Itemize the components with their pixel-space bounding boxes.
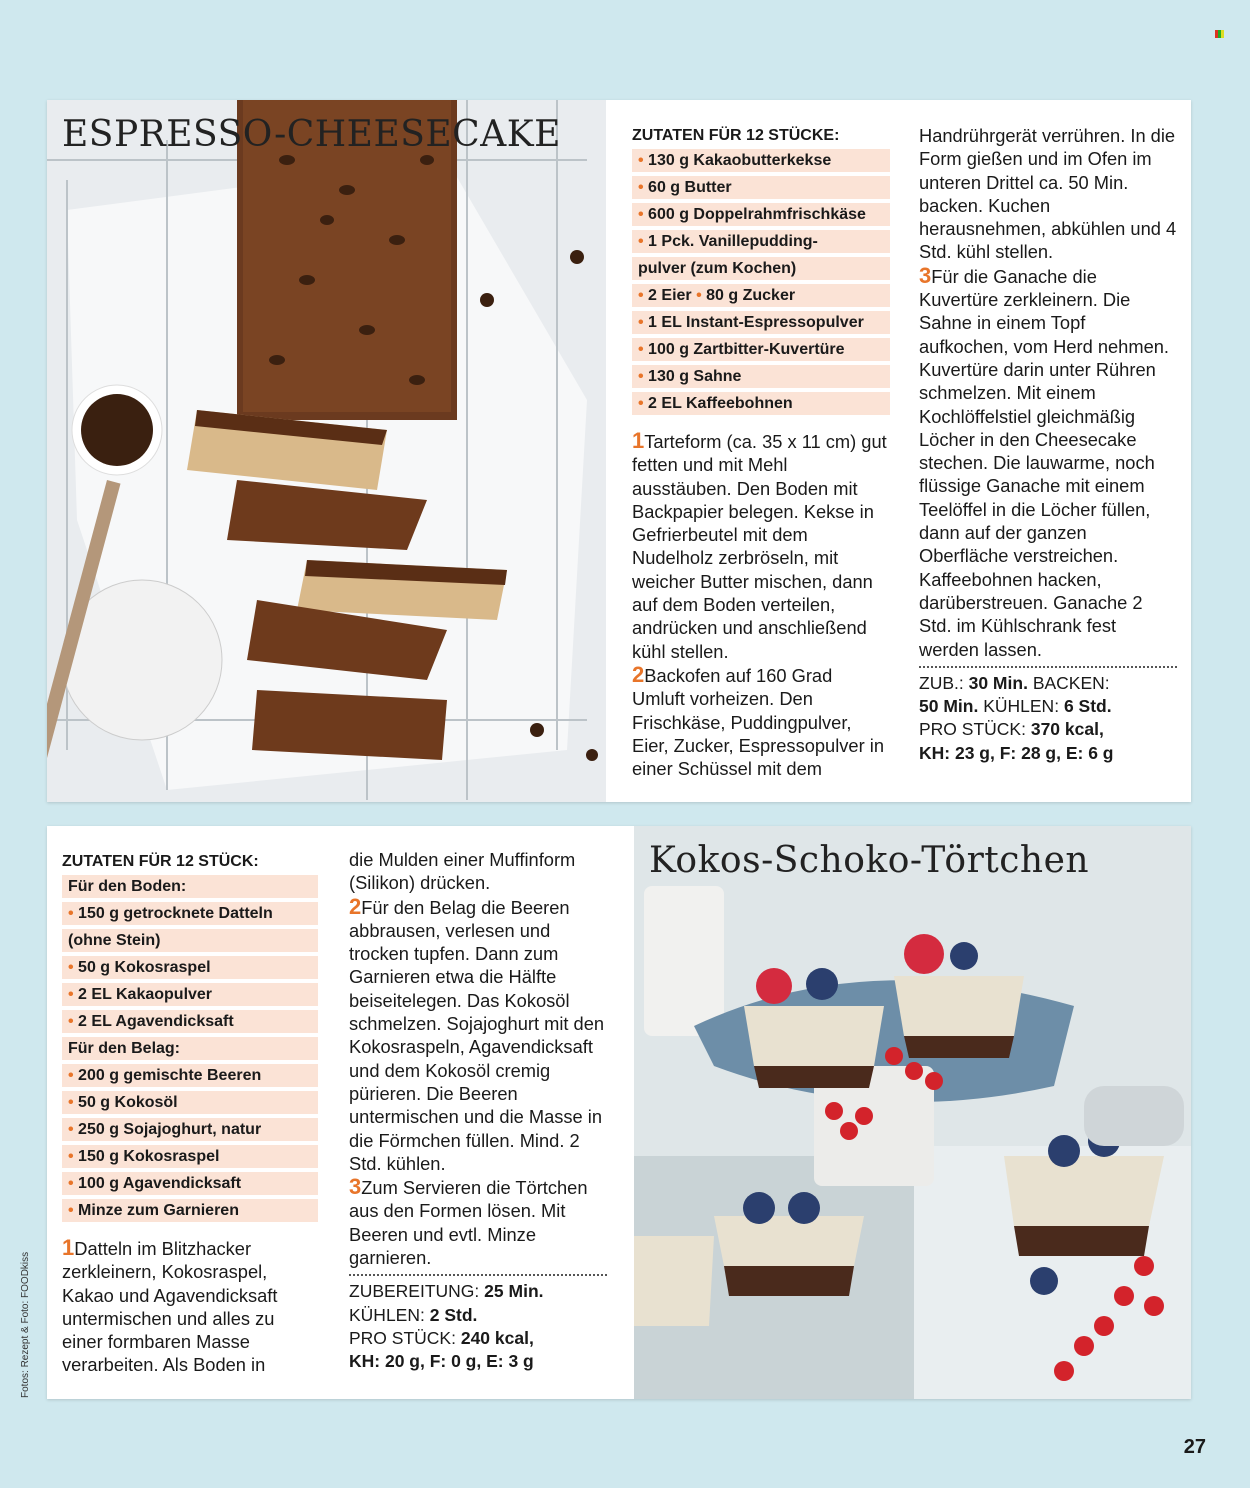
ingredient-item: • 60 g Butter	[632, 176, 890, 199]
ingredient-item: • 150 g Kokosraspel	[62, 1145, 318, 1168]
ingredient-item: • 2 EL Kaffeebohnen	[632, 392, 890, 415]
instruction-step: 1Datteln im Blitzhacker zerkleinern, Kokosraspel, Kakao und Agavendicksaft untermischen und alles zu einer formbaren Masse verarbeiten. Als Boden in	[62, 1235, 278, 1376]
ingredient-item: • 1 Pck. Vanillepudding-	[632, 230, 890, 253]
recipe-card-kokos-schoko-toertchen	[47, 826, 1191, 1399]
instructions-column	[349, 848, 607, 1374]
ingredient-item: • 600 g Doppelrahmfrischkäse	[632, 203, 890, 226]
page-number: 27	[1183, 1436, 1206, 1458]
recipe-title: Kokos-Schoko-Törtchen	[649, 840, 1090, 881]
recipe-title: ESPRESSO-CHEESECAKE	[62, 114, 561, 155]
instruction-step: 2Backofen auf 160 Grad Umluft vorheizen. Den Frischkäse, Puddingpulver, Eier, Zucker, Espressopulver in einer Schüssel mit dem	[632, 661, 884, 780]
ingredient-item: (ohne Stein)	[62, 929, 318, 952]
instruction-step: Handrührgerät verrühren. In die Form gießen und im Ofen im unteren Drittel ca. 50 Min. backen. Kuchen herausnehmen, abkühlen und 4 Std. kühl stellen.	[919, 125, 1177, 263]
instruction-step: 2Für den Belag die Beeren abbrausen, verlesen und trocken tupfen. Dann zum Garnieren etwa die Hälfte beiseitelegen. Das Kokosöl schmelzen. Sojajoghurt mit den Kokosraspeln, Agavendicksaft und dem Kokosöl cremig pürieren. Die Beeren untermischen und die Masse in die Förmchen füllen. Mind. 2 Std. kühlen.	[349, 893, 605, 1174]
ingredient-item: • 130 g Sahne	[632, 365, 890, 388]
toertchen-photo	[634, 826, 1191, 1399]
ingredient-item: • Minze zum Garnieren	[62, 1199, 318, 1222]
ingredient-item: • 150 g getrocknete Datteln	[62, 902, 318, 925]
recipe-info: ZUBEREITUNG: 25 Min. KÜHLEN: 2 Std. PRO STÜCK: 240 kcal, KH: 20 g, F: 0 g, E: 3 g	[349, 1281, 544, 1372]
ingredients-heading: ZUTATEN FÜR 12 STÜCK:	[62, 853, 259, 870]
recipe-info: ZUB.: 30 Min. BACKEN: 50 Min. KÜHLEN: 6 Std. PRO STÜCK: 370 kcal, KH: 23 g, F: 28 g, E: 6 g	[919, 672, 1114, 763]
recipe-card-espresso-cheesecake	[47, 100, 1191, 802]
photo-credit: Fotos: Rezept & Foto: FOODkiss	[20, 1251, 31, 1398]
instructions-column	[919, 124, 1177, 765]
ingredient-item: • 2 EL Kakaopulver	[62, 983, 318, 1006]
instruction-step: 3Für die Ganache die Kuvertüre zerkleinern. Die Sahne in einem Topf aufkochen, vom Herd nehmen. Kuvertüre darin unter Rühren schmelzen. Mit einem Kochlöffelstiel gleichmäßig Löcher in den Cheesecake stechen. Die lauwarme, noch flüssige Ganache mit einem Teelöffel in die Löcher füllen, dann auf der ganzen Oberfläche verstreichen. Kaffeebohnen hacken, darüberstreuen. Ganache 2 Std. im Kühlschrank fest werden lassen.	[919, 262, 1169, 660]
ingredient-item: • 100 g Agavendicksaft	[62, 1172, 318, 1195]
instruction-step: 1Tarteform (ca. 35 x 11 cm) gut fetten und mit Mehl ausstäuben. Den Boden mit Backpapier belegen. Kekse in Gefrierbeutel mit dem Nudelholz zerbröseln, mit weicher Butter mischen, dann auf dem Boden verteilen, andrücken und anschließend kühl stellen.	[632, 428, 887, 662]
ingredient-item: • 100 g Zartbitter-Kuvertüre	[632, 338, 890, 361]
instruction-step: die Mulden einer Muffinform (Silikon) drücken.	[349, 849, 576, 894]
ingredient-item: • 50 g Kokosraspel	[62, 956, 318, 979]
ingredients-column	[62, 848, 318, 1377]
ingredient-item: • 2 EL Agavendicksaft	[62, 1010, 318, 1033]
divider	[919, 666, 1177, 668]
ingredient-item: • 250 g Sojajoghurt, natur	[62, 1118, 318, 1141]
ingredient-subheading: Für den Belag:	[62, 1037, 318, 1060]
ingredient-item: • 2 Eier • 80 g Zucker	[632, 284, 890, 307]
ingredients-heading: ZUTATEN FÜR 12 STÜCKE:	[632, 127, 840, 144]
ingredients-column	[632, 122, 890, 780]
ingredient-item: pulver (zum Kochen)	[632, 257, 890, 280]
ingredient-item: • 200 g gemischte Beeren	[62, 1064, 318, 1087]
ingredient-subheading: Für den Boden:	[62, 875, 318, 898]
ingredient-item: • 50 g Kokosöl	[62, 1091, 318, 1114]
instruction-step: 3Zum Servieren die Törtchen aus den Formen lösen. Mit Beeren und evtl. Minze garnieren.	[349, 1174, 588, 1269]
flag-icon	[1215, 30, 1225, 40]
cheesecake-photo	[47, 100, 606, 802]
ingredient-item: • 130 g Kakaobutterkekse	[632, 149, 890, 172]
divider	[349, 1274, 607, 1276]
ingredient-item: • 1 EL Instant-Espressopulver	[632, 311, 890, 334]
